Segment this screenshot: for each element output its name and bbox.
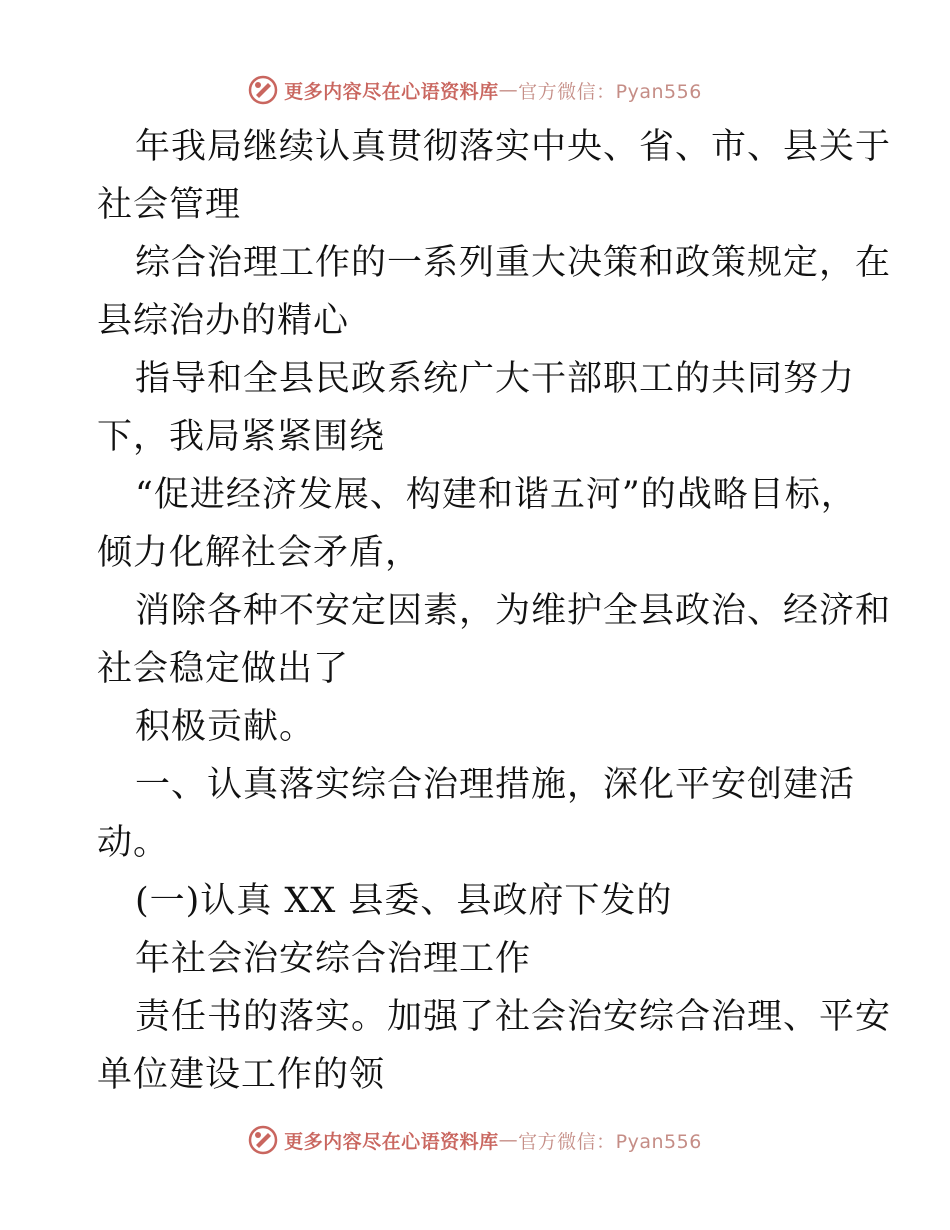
document-body bbox=[97, 118, 892, 1104]
section-heading-line: 动。 bbox=[97, 823, 170, 863]
paragraph-line: 积极贡献。 bbox=[135, 707, 316, 747]
banner-wechat-text: 官方微信：Pyan556 bbox=[518, 1130, 702, 1153]
paragraph-line: 责任书的落实。加强了社会治安综合治理、平安 bbox=[135, 997, 892, 1037]
paragraph-line: 下，我局紧紧围绕 bbox=[97, 417, 386, 457]
paragraph-line: 综合治理工作的一系列重大决策和政策规定，在 bbox=[135, 243, 892, 283]
banner-wechat-text: 官方微信：Pyan556 bbox=[518, 80, 702, 103]
seal-logo-icon bbox=[248, 75, 278, 105]
paragraph-line: 消除各种不安定因素，为维护全县政治、经济和 bbox=[135, 591, 892, 631]
seal-logo-icon bbox=[248, 1125, 278, 1155]
banner-main-text: 更多内容尽在心语资料库 bbox=[284, 1130, 499, 1153]
paragraph-line: 倾力化解社会矛盾， bbox=[97, 533, 422, 573]
paragraph-line: 年社会治安综合治理工作 bbox=[135, 939, 532, 979]
banner-separator: — bbox=[498, 79, 519, 101]
paragraph-line: “促进经济发展、构建和谐五河”的战略目标， bbox=[135, 475, 857, 515]
banner-separator: — bbox=[498, 1129, 519, 1151]
paragraph-line: (一)认真 XX 县委、县政府下发的 bbox=[135, 881, 673, 921]
header-banner bbox=[0, 72, 950, 108]
paragraph-line: 单位建设工作的领 bbox=[97, 1055, 386, 1095]
banner-main-text: 更多内容尽在心语资料库 bbox=[284, 80, 499, 103]
paragraph-line: 指导和全县民政系统广大干部职工的共同努力 bbox=[135, 359, 856, 399]
section-heading-line: 一、认真落实综合治理措施，深化平安创建活 bbox=[135, 765, 856, 805]
footer-banner bbox=[0, 1122, 950, 1158]
paragraph-line: 社会管理 bbox=[97, 185, 242, 225]
paragraph-line: 社会稳定做出了 bbox=[97, 649, 350, 689]
paragraph-line: 年我局继续认真贯彻落实中央、省、市、县关于 bbox=[135, 127, 892, 167]
paragraph-line: 县综治办的精心 bbox=[97, 301, 350, 341]
